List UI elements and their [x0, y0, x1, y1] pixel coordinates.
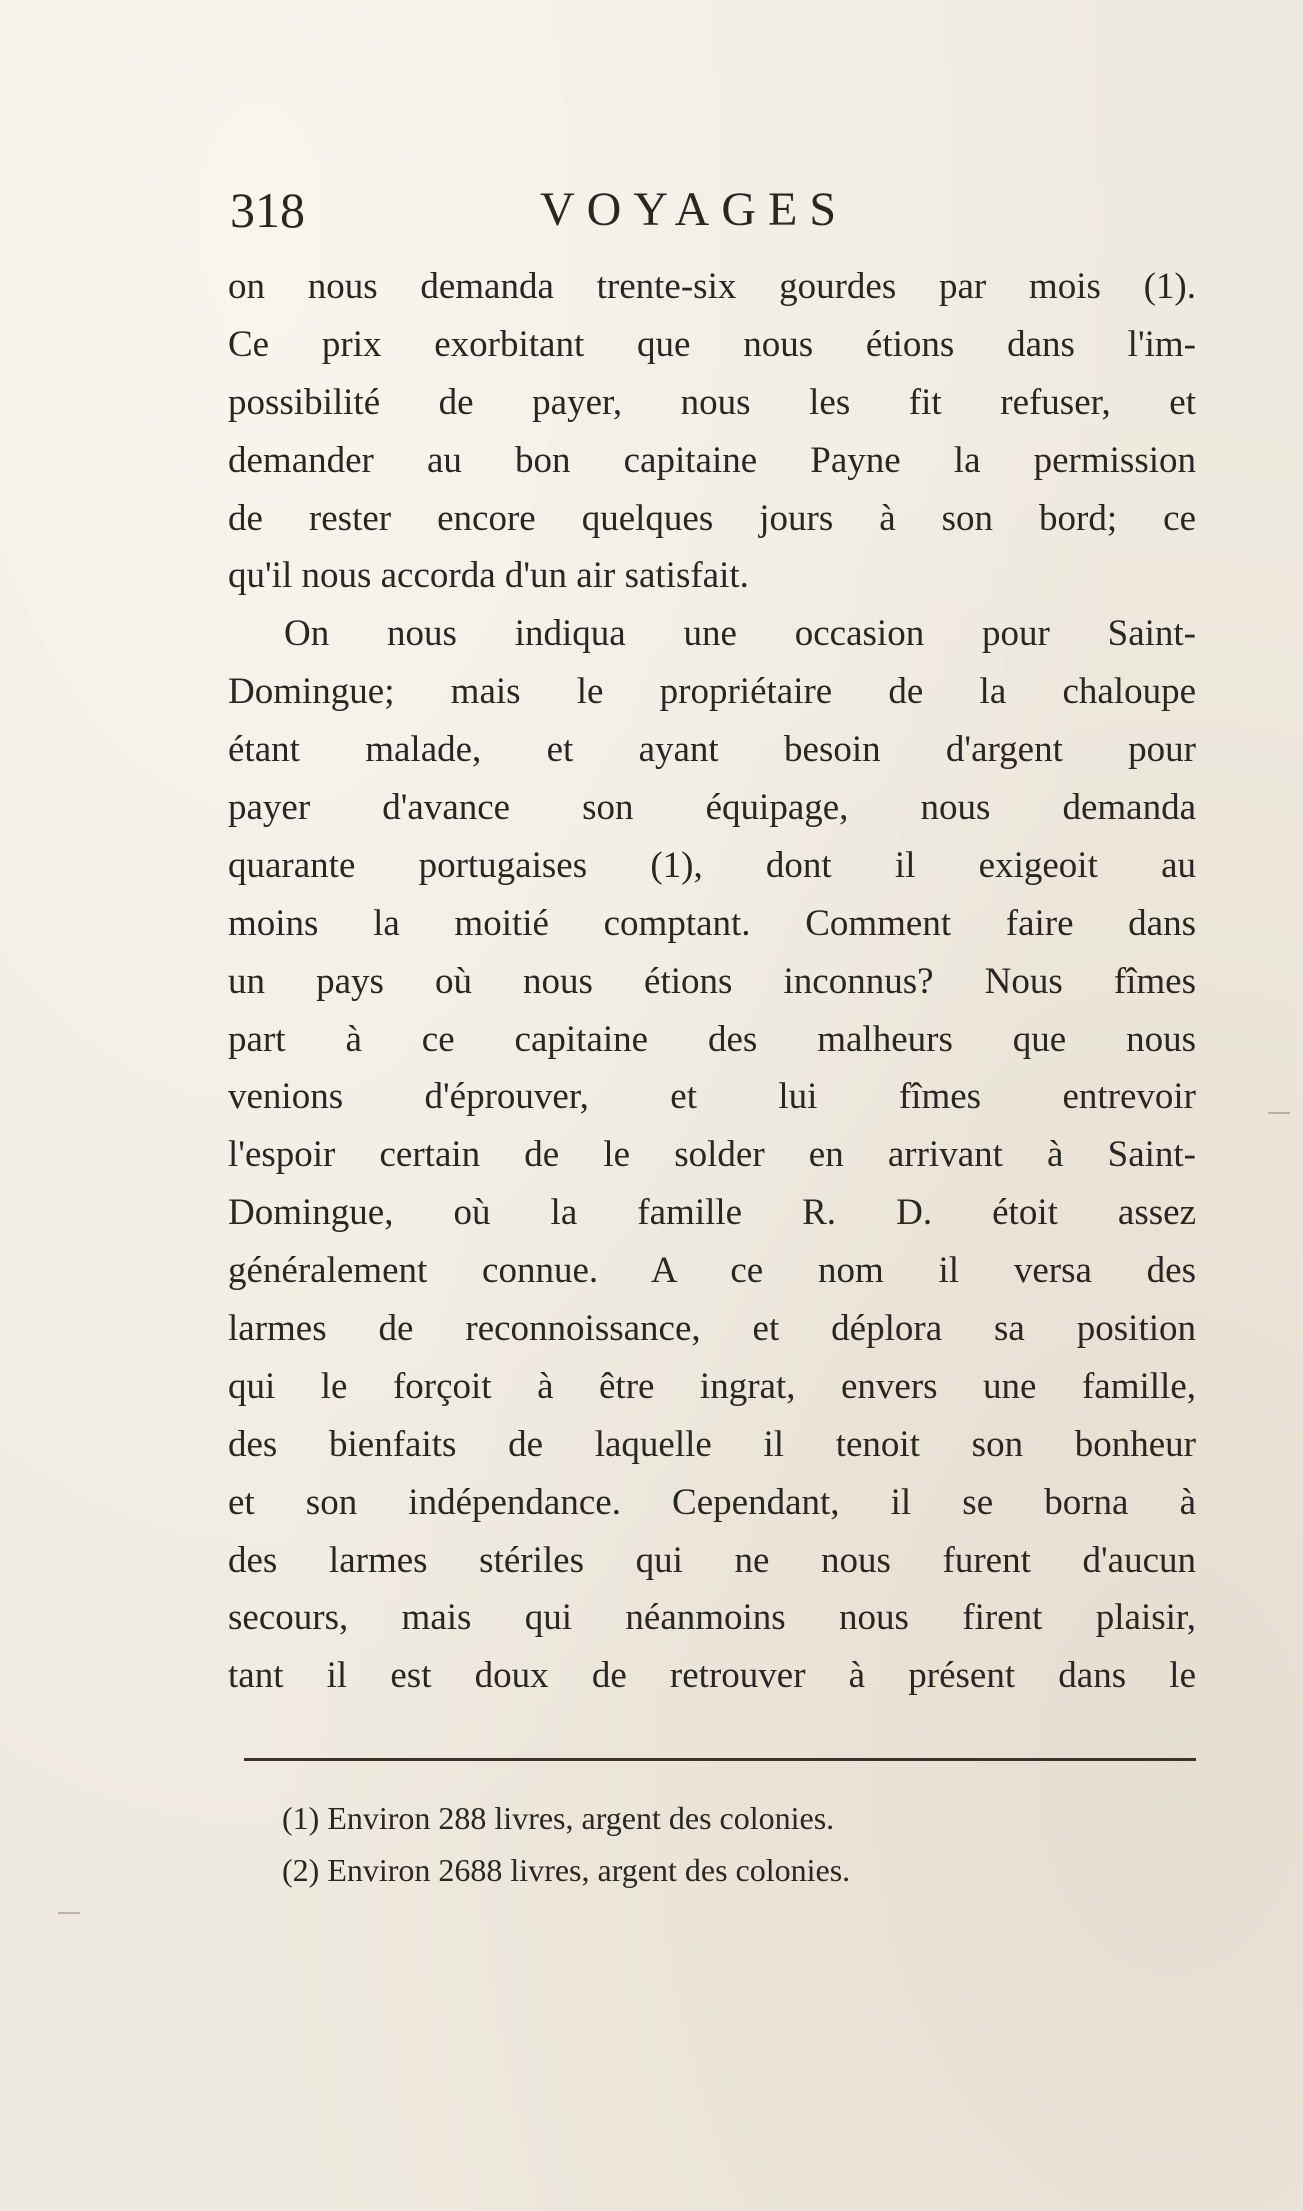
text-line: part à ce capitaine des malheurs que nous: [228, 1018, 1196, 1060]
text-line: tant il est doux de retrouver à présent dans le: [228, 1655, 1196, 1697]
footnote: (1) Environ 288 livres, argent des colonies.: [282, 1800, 835, 1836]
text-line: généralement connue. A ce nom il versa des: [228, 1250, 1196, 1292]
running-title: VOYAGES: [540, 183, 849, 236]
text-line: demander au bon capitaine Payne la permission: [228, 439, 1196, 481]
text-line: des larmes stériles qui ne nous furent d'aucun: [228, 1539, 1196, 1581]
text-line: larmes de reconnoissance, et déplora sa position: [228, 1308, 1196, 1350]
text-line: on nous demanda trente-six gourdes par mois (1).: [228, 266, 1196, 307]
text-line: des bienfaits de laquelle il tenoit son bonheur: [228, 1423, 1196, 1465]
margin-mark: [1268, 1112, 1290, 1114]
text-line: qu'il nous accorda d'un air satisfait.: [228, 555, 749, 597]
running-head: [230, 180, 1210, 240]
text-line: Domingue; mais le propriétaire de la chaloupe: [228, 671, 1196, 713]
text-line: qui le forçoit à être ingrat, envers une famille,: [228, 1365, 1196, 1407]
text-line: étant malade, et ayant besoin d'argent pour: [228, 729, 1196, 771]
text-line: Domingue, où la famille R. D. étoit assez: [228, 1192, 1196, 1234]
text-line: de rester encore quelques jours à son bord; ce: [228, 497, 1196, 539]
body-text: [228, 258, 1196, 1705]
footnote: (2) Environ 2688 livres, argent des colonies.: [282, 1852, 851, 1888]
text-line: Ce prix exorbitant que nous étions dans l'im-: [228, 323, 1196, 365]
text-line: venions d'éprouver, et lui fîmes entrevoir: [228, 1076, 1196, 1118]
text-line: payer d'avance son équipage, nous demanda: [228, 787, 1196, 829]
text-line: moins la moitié comptant. Comment faire dans: [228, 902, 1196, 944]
text-line: l'espoir certain de le solder en arrivant à Saint-: [228, 1134, 1196, 1176]
text-line: secours, mais qui néanmoins nous firent plaisir,: [228, 1597, 1196, 1639]
text-line: possibilité de payer, nous les fit refuser, et: [228, 381, 1196, 423]
text-line: et son indépendance. Cependant, il se borna à: [228, 1481, 1196, 1523]
footnote-rule: [244, 1758, 1196, 1761]
footnotes: [282, 1792, 1182, 1896]
page-number: 318: [230, 182, 305, 238]
text-line: un pays où nous étions inconnus? Nous fîmes: [228, 960, 1196, 1002]
text-line: On nous indiqua une occasion pour Saint-: [284, 613, 1196, 655]
text-line: quarante portugaises (1), dont il exigeoit au: [228, 844, 1196, 886]
margin-mark: [58, 1912, 80, 1914]
